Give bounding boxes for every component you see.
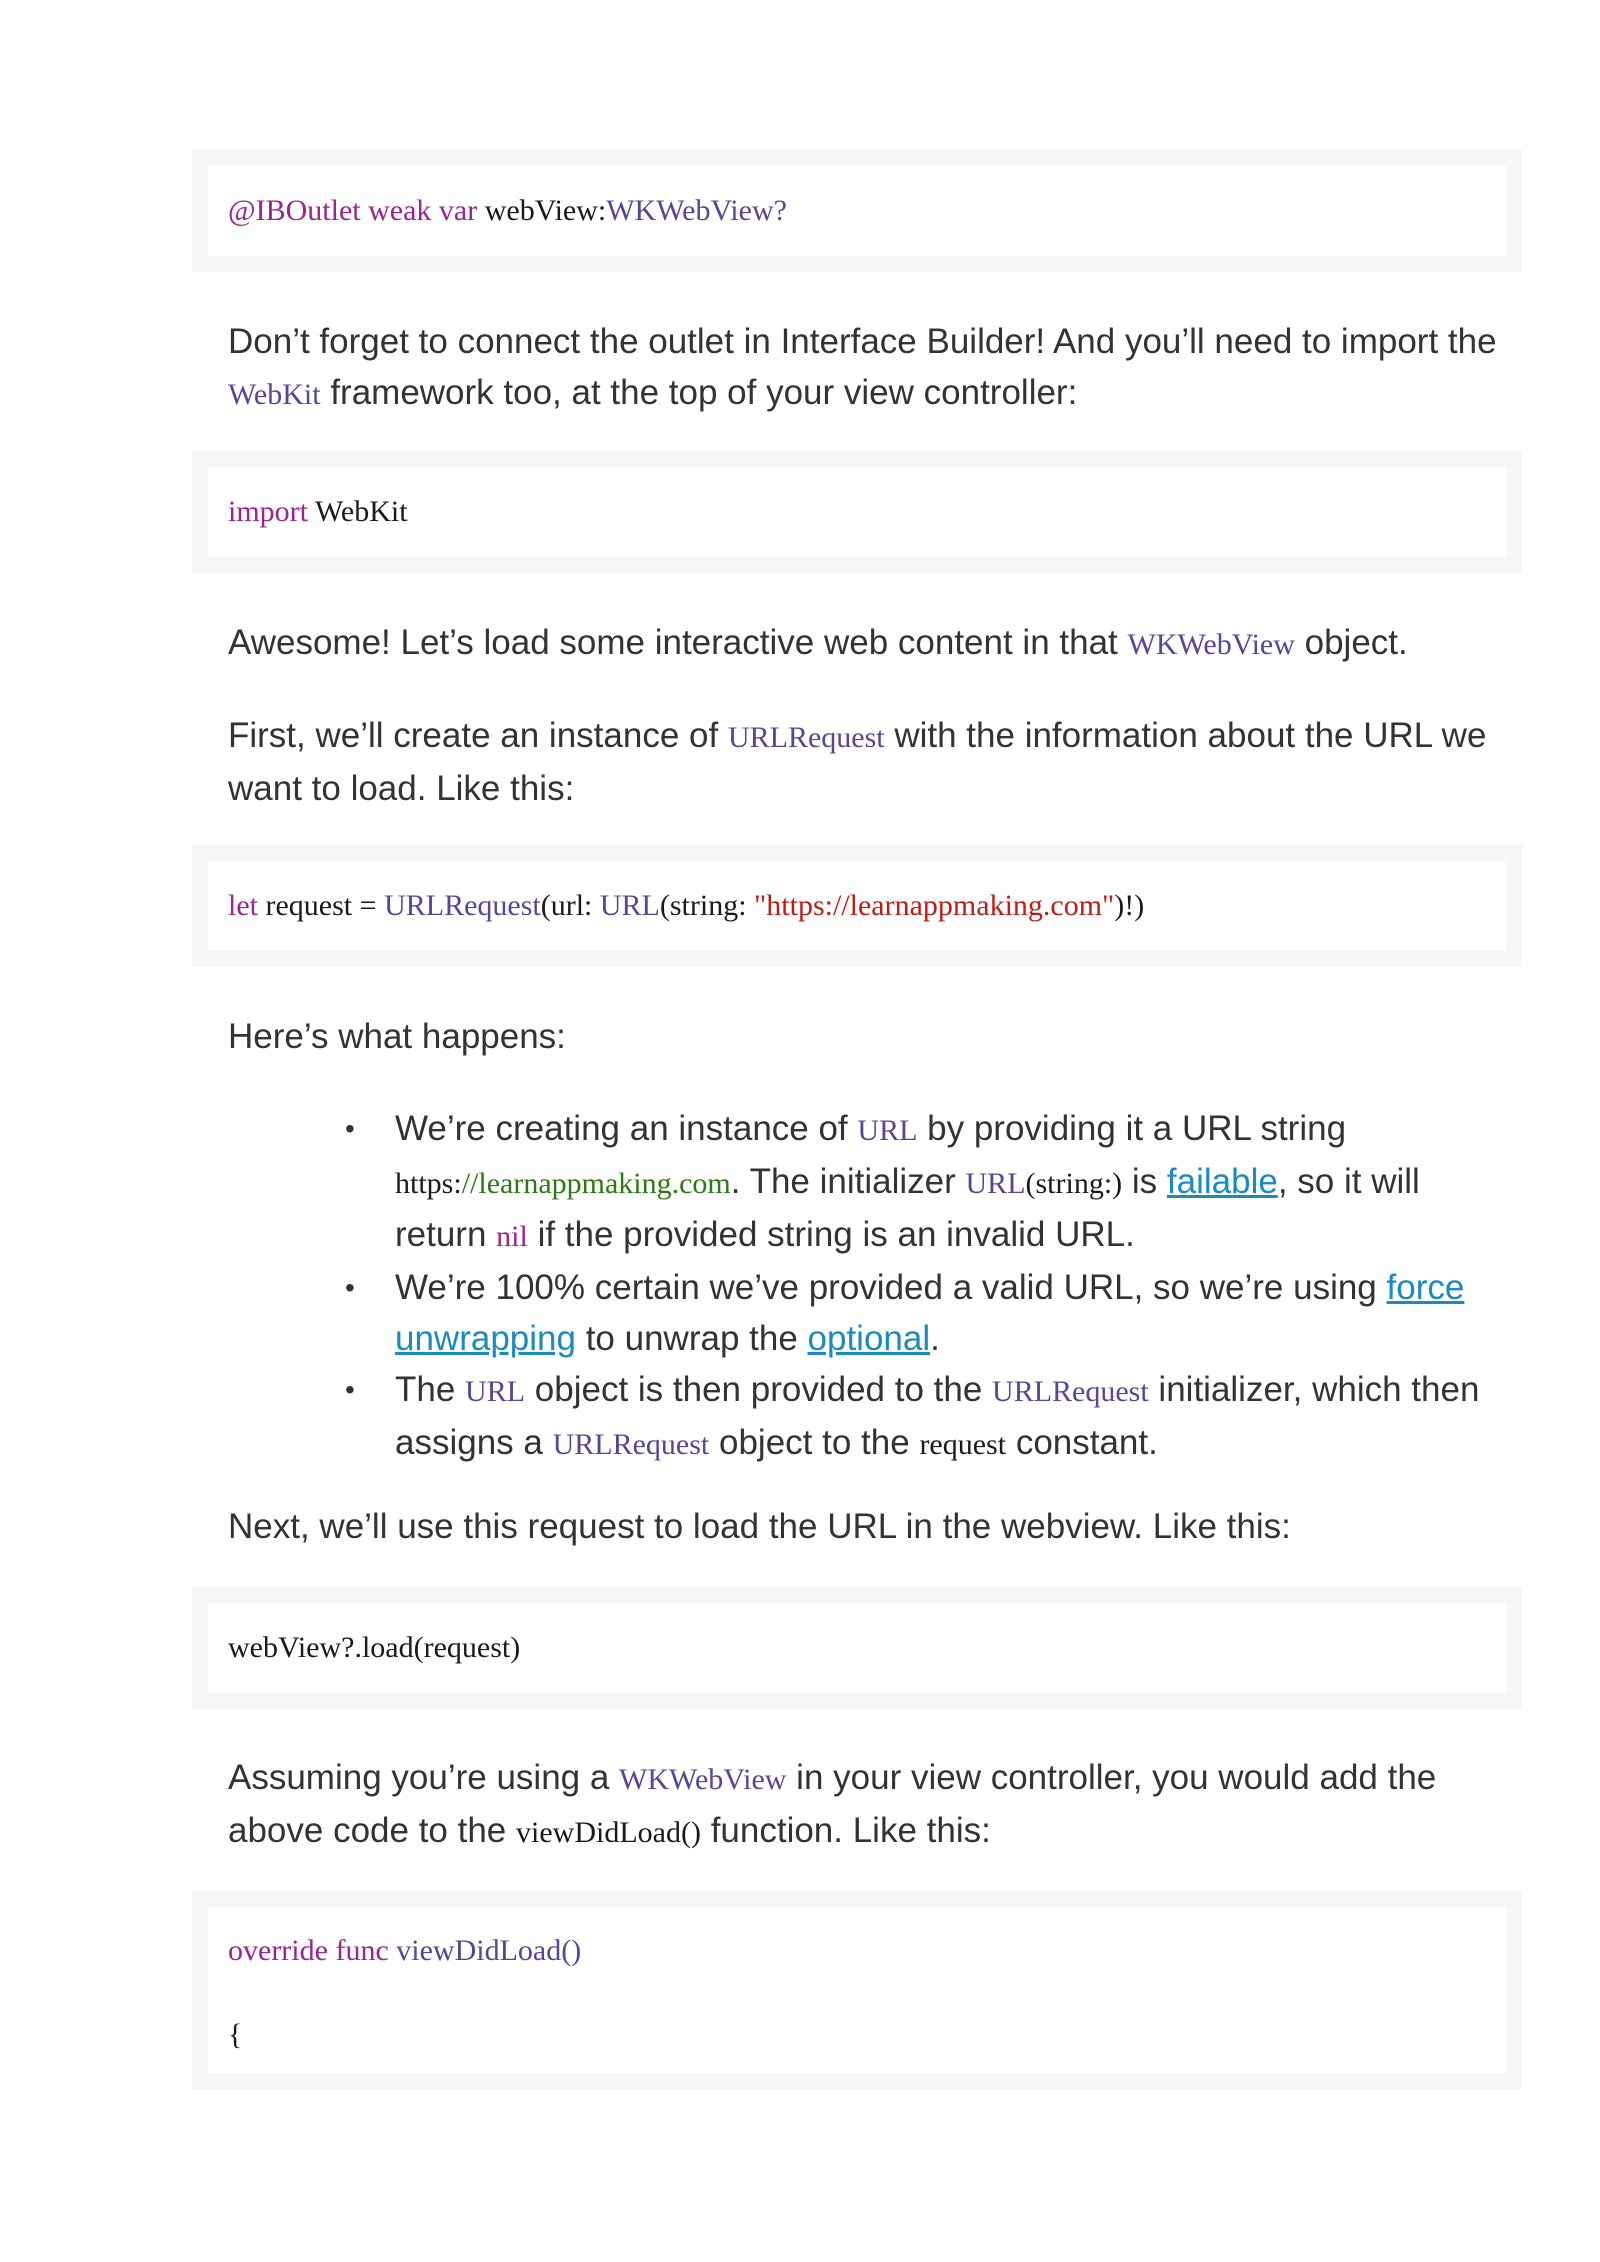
paragraph-text: in your view controller, you would add the above code to the xyxy=(228,1758,1437,1850)
list-text: is xyxy=(1131,1162,1158,1201)
code-identifier: (url: xyxy=(540,889,593,922)
bullet-list xyxy=(345,1103,1485,1470)
code-line xyxy=(228,1626,1506,1670)
paragraph-text: Next, we’ll use this request to load the URL in the webview. Like this: xyxy=(228,1507,1291,1546)
list-item xyxy=(345,1103,1485,1262)
list-text: We’re creating an instance of xyxy=(395,1109,848,1148)
bullet-icon: • xyxy=(345,1272,355,1303)
code-identifier: request = xyxy=(265,889,377,922)
code-inner xyxy=(208,861,1506,951)
inline-code: WKWebView xyxy=(619,1763,787,1796)
code-identifier: (string: xyxy=(659,889,747,922)
list-text: if the provided string is an invalid URL. xyxy=(537,1215,1135,1254)
paragraph-text: Don’t forget to connect the outlet in Interface Builder! And you’ll need to import the xyxy=(228,322,1497,361)
paragraph-text: Awesome! Let’s load some interactive web content in that xyxy=(228,623,1118,662)
code-inner xyxy=(208,1907,1506,2073)
paragraph xyxy=(228,1752,1518,1858)
code-keyword: weak xyxy=(368,194,432,227)
inline-code: URLRequest xyxy=(727,721,885,754)
paragraph-text: Assuming you’re using a xyxy=(228,1758,610,1797)
inline-code: https: xyxy=(395,1167,462,1200)
code-line xyxy=(228,2013,1506,2057)
inline-code: viewDidLoad() xyxy=(516,1816,701,1849)
code-block-outlet xyxy=(192,150,1522,272)
code-identifier: )!) xyxy=(1114,889,1145,922)
paragraph-text: with the information about the URL we want to load. Like this: xyxy=(228,716,1487,808)
list-text: . xyxy=(930,1319,940,1358)
code-type: URL xyxy=(599,889,660,922)
inline-code: request xyxy=(919,1428,1007,1461)
paragraph xyxy=(228,316,1518,420)
code-inner xyxy=(208,166,1506,256)
code-block-load xyxy=(192,1587,1522,1709)
code-type: URLRequest xyxy=(384,889,541,922)
code-identifier: webView?.load(request) xyxy=(228,1631,521,1664)
code-line xyxy=(228,189,1506,233)
link-force-unwrapping[interactable]: force unwrapping xyxy=(395,1268,1465,1358)
paragraph xyxy=(228,1501,1518,1552)
list-text: object to the xyxy=(719,1423,910,1462)
inline-code: WebKit xyxy=(228,378,321,411)
inline-code: URLRequest xyxy=(992,1375,1149,1408)
list-text: by providing it a URL string xyxy=(927,1109,1347,1148)
paragraph-text: object. xyxy=(1304,623,1408,662)
list-text: initializer, which then assigns a xyxy=(395,1370,1480,1462)
list-text: We’re 100% certain we’ve provided a valid URL, so we’re using xyxy=(395,1268,1377,1307)
code-brace: { xyxy=(228,2018,243,2051)
bullet-icon: • xyxy=(345,1113,355,1144)
inline-code: URL xyxy=(465,1375,526,1408)
link-failable[interactable]: failable xyxy=(1166,1162,1278,1201)
list-text: to unwrap the xyxy=(585,1319,798,1358)
list-text: . The initializer xyxy=(730,1162,956,1201)
code-keyword: let xyxy=(228,889,258,922)
paragraph xyxy=(228,710,1518,814)
code-identifier: webView: xyxy=(484,194,607,227)
code-keyword: import xyxy=(228,495,308,528)
inline-code: URL xyxy=(965,1167,1026,1200)
inline-code: URL xyxy=(857,1114,918,1147)
code-block-request xyxy=(192,845,1522,967)
code-keyword: var xyxy=(438,194,478,227)
code-block-viewdidload xyxy=(192,1891,1522,2089)
list-text: The xyxy=(395,1370,456,1409)
code-inner xyxy=(208,1603,1506,1693)
code-block-import xyxy=(192,451,1522,573)
paragraph xyxy=(228,617,1518,670)
link-optional[interactable]: optional xyxy=(807,1319,931,1358)
list-item xyxy=(345,1364,1485,1470)
inline-code: (string:) xyxy=(1025,1167,1123,1200)
code-type: WKWebView? xyxy=(606,194,787,227)
list-text: object is then provided to the xyxy=(534,1370,983,1409)
paragraph-text: function. Like this: xyxy=(710,1811,991,1850)
inline-code: WKWebView xyxy=(1127,628,1295,661)
code-keyword: func xyxy=(335,1934,389,1967)
bullet-icon: • xyxy=(345,1374,355,1405)
inline-code: URLRequest xyxy=(552,1428,710,1461)
code-line xyxy=(228,490,1506,534)
code-keyword: override xyxy=(228,1934,328,1967)
code-inner xyxy=(208,467,1506,557)
list-item xyxy=(345,1262,1485,1364)
code-line xyxy=(228,884,1506,928)
code-identifier: WebKit xyxy=(314,495,408,528)
paragraph-text: First, we’ll create an instance of xyxy=(228,716,719,755)
code-keyword: @IBOutlet xyxy=(228,194,361,227)
paragraph-text: framework too, at the top of your view controller: xyxy=(330,373,1078,412)
code-function-name: viewDidLoad() xyxy=(396,1934,582,1967)
list-text: constant. xyxy=(1015,1423,1158,1462)
inline-code: nil xyxy=(496,1220,528,1253)
code-string: "https://learnappmaking.com" xyxy=(754,889,1115,922)
paragraph xyxy=(228,1011,1518,1062)
paragraph-text: Here’s what happens: xyxy=(228,1017,566,1056)
inline-code: //learnappmaking.com xyxy=(461,1167,731,1200)
code-line xyxy=(228,1929,1506,1973)
list-text: , so it will return xyxy=(395,1162,1420,1254)
